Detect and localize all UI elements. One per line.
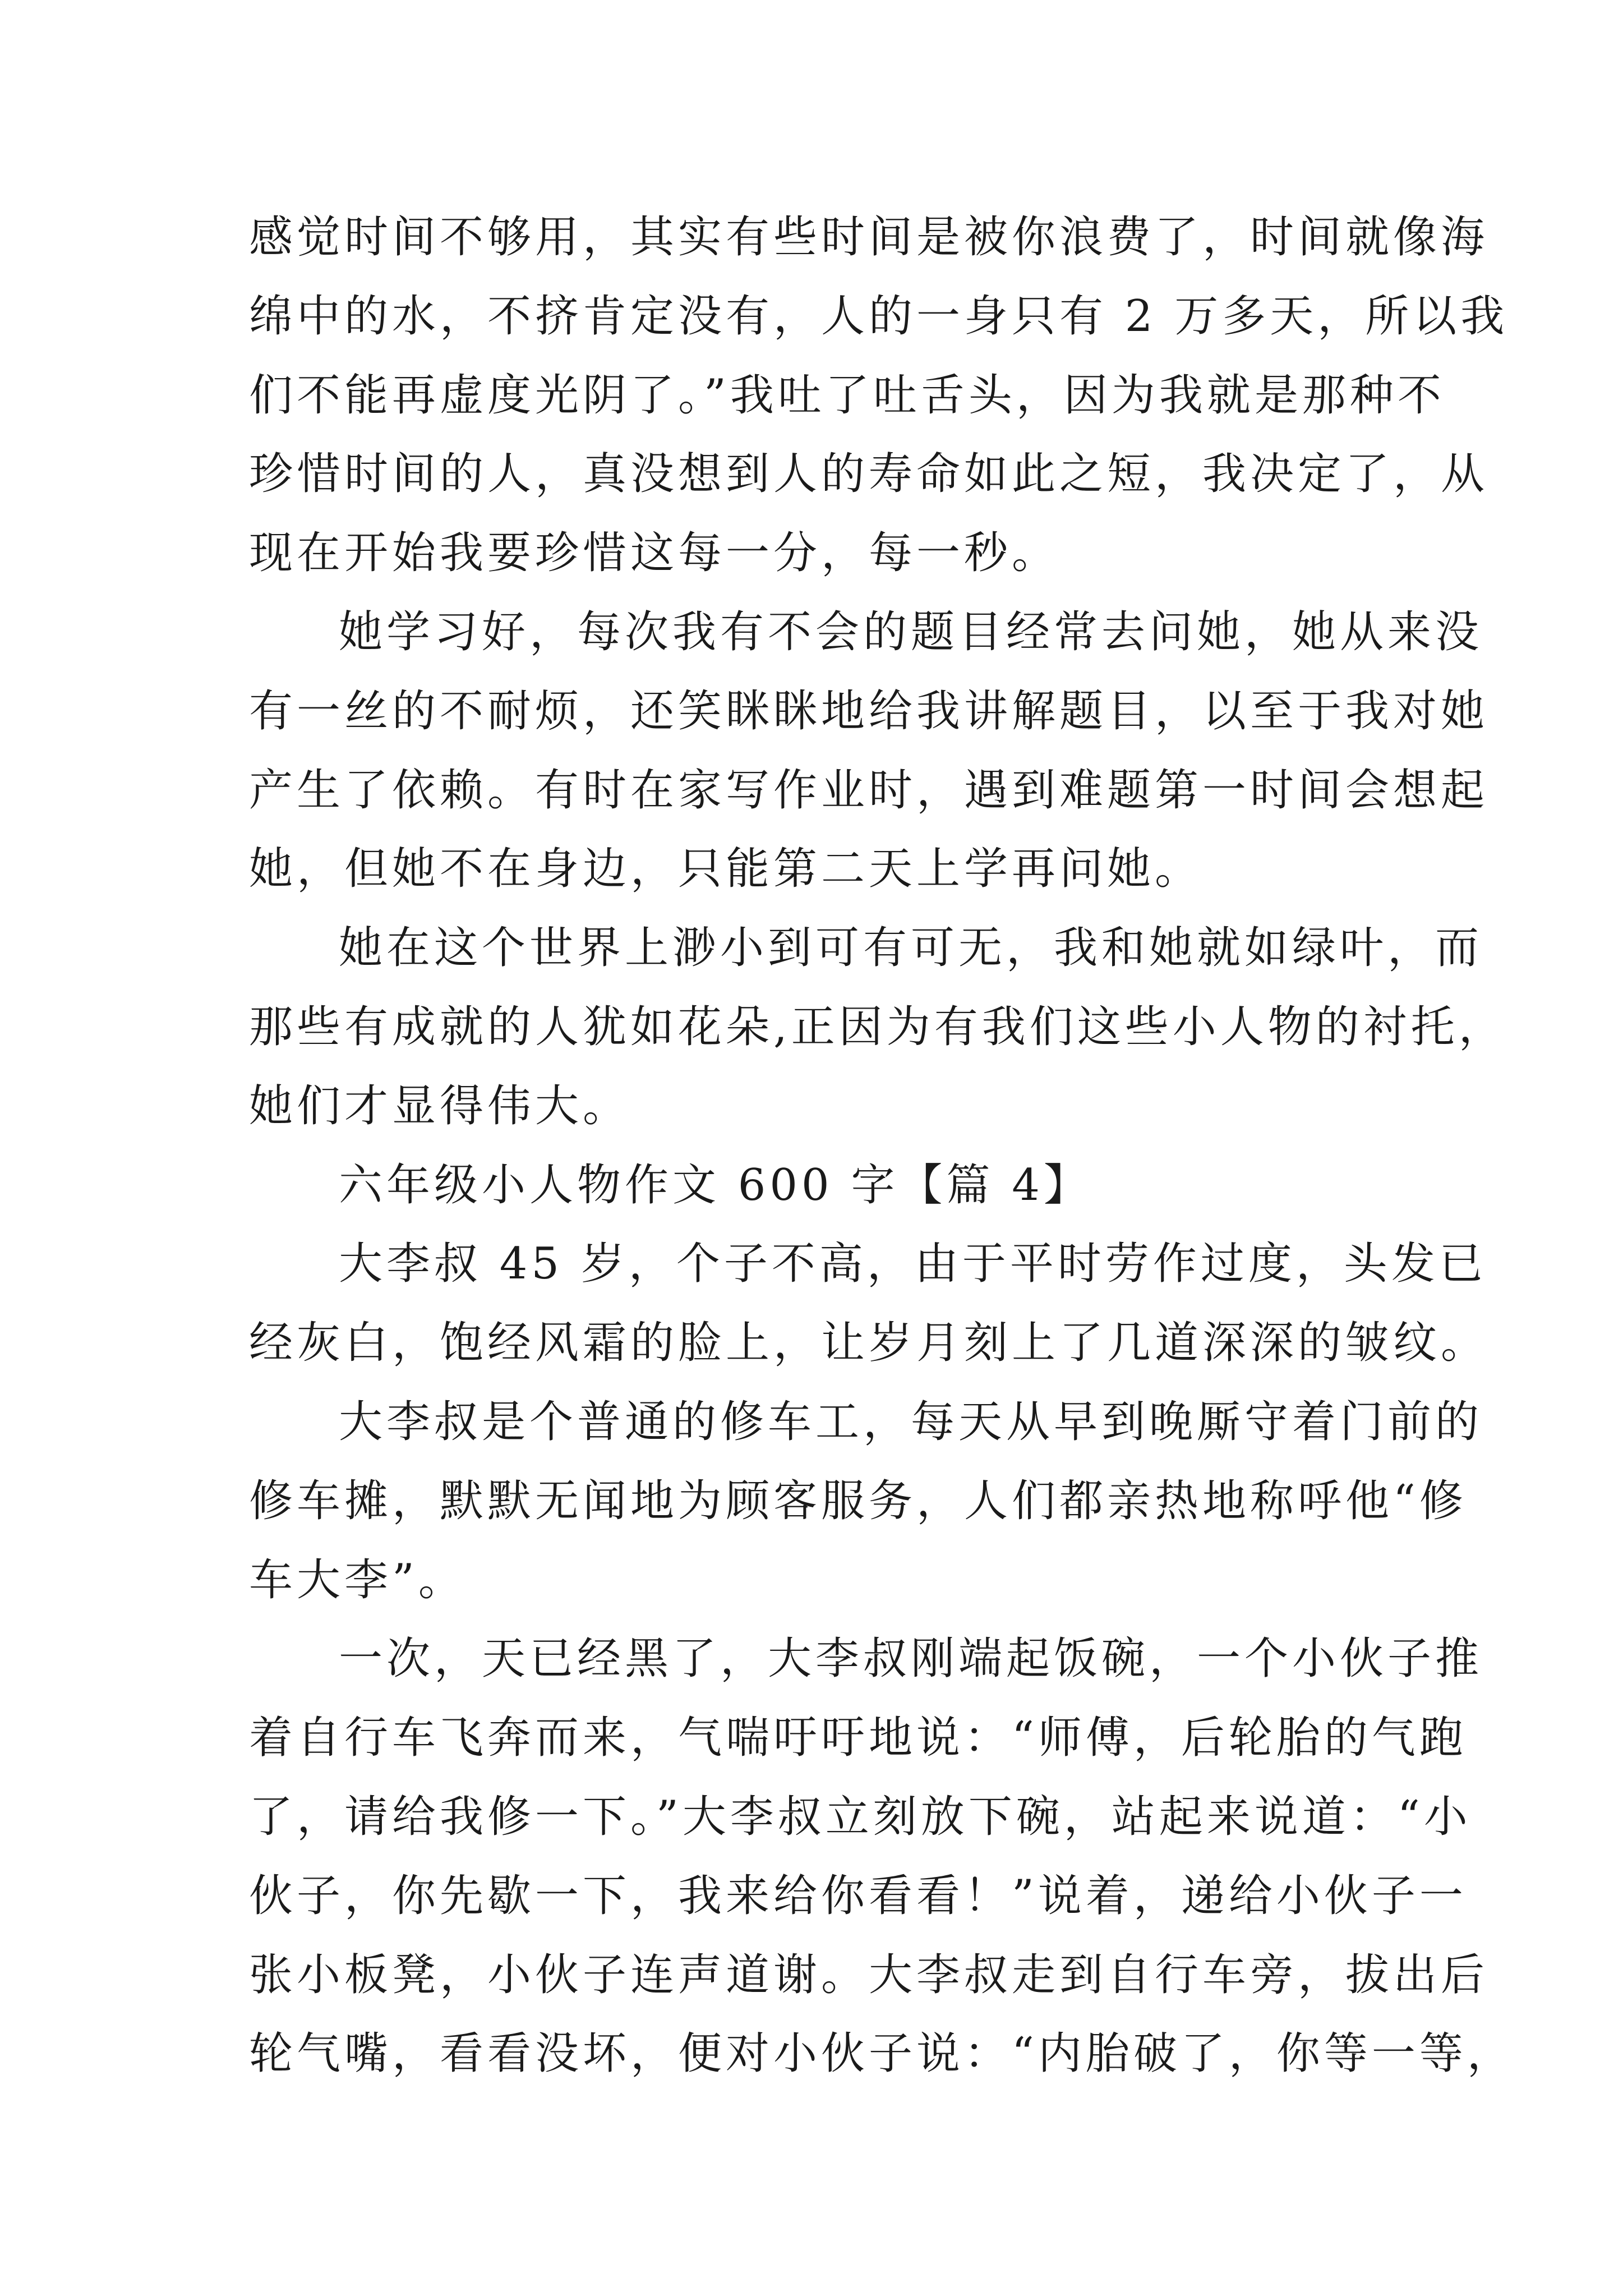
text-line: 感觉时间不够用，其实有些时间是被你浪费了，时间就像海 bbox=[249, 212, 1489, 263]
text-line: 了，请给我修一下。”大李叔立刻放下碗，站起来说道：“小 bbox=[249, 1791, 1472, 1842]
text-line: 珍惜时间的人，真没想到人的寿命如此之短，我决定了，从 bbox=[249, 449, 1489, 500]
text-line: 绵中的水，不挤肯定没有，人的一身只有 2 万多天，所以我 bbox=[249, 291, 1509, 342]
text-line: 一次，天已经黑了，大李叔刚端起饭碗，一个小伙子推 bbox=[339, 1634, 1483, 1685]
text-line: 她在这个世界上渺小到可有可无，我和她就如绿叶，而 bbox=[339, 923, 1483, 974]
heading-text: 六年级小人物作文 600 字【篇 4】 bbox=[339, 1159, 1091, 1211]
text-line: 车大李”。 bbox=[249, 1554, 466, 1605]
text-line: 张小板凳，小伙子连声道谢。大李叔走到自行车旁，拔出后 bbox=[249, 1949, 1489, 2000]
text-line: 大李叔 45 岁，个子不高，由于平时劳作过度，头发已 bbox=[339, 1239, 1487, 1290]
text-line: 产生了依赖。有时在家写作业时，遇到难题第一时间会想起 bbox=[249, 765, 1489, 816]
text-line: 着自行车飞奔而来，气喘吁吁地说：“师傅，后轮胎的气跑 bbox=[249, 1713, 1467, 1764]
text-line: 她们才显得伟大。 bbox=[249, 1080, 631, 1131]
paragraph-3 bbox=[249, 909, 1506, 1145]
essay-body bbox=[249, 198, 1515, 2093]
text-line: 现在开始我要珍惜这每一分，每一秒。 bbox=[249, 528, 1060, 579]
text-line: 经灰白，饱经风霜的脸上，让岁月刻上了几道深深的皱纹。 bbox=[249, 1318, 1489, 1369]
text-line: 伙子，你先歇一下，我来给你看看！”说着，递给小伙子一 bbox=[249, 1870, 1467, 1921]
text-line: 修车摊，默默无闻地为顾客服务，人们都亲热地称呼他“修 bbox=[249, 1475, 1467, 1526]
paragraph-5 bbox=[249, 1383, 1483, 1619]
paragraph-1 bbox=[249, 198, 1509, 593]
paragraph-2 bbox=[249, 593, 1489, 909]
text-line: 大李叔是个普通的修车工，每天从早到晚厮守着门前的 bbox=[339, 1396, 1483, 1447]
text-line: 们不能再虚度光阴了。”我吐了吐舌头，因为我就是那种不 bbox=[249, 370, 1445, 421]
text-line: 她学习好，每次我有不会的题目经常去问她，她从来没 bbox=[339, 606, 1483, 657]
text-line: 那些有成就的人犹如花朵,正因为有我们这些小人物的衬托， bbox=[249, 1001, 1506, 1052]
text-line: 轮气嘴，看看没坏，便对小伙子说：“内胎破了，你等一等， bbox=[249, 2028, 1515, 2079]
paragraph-6 bbox=[249, 1619, 1515, 2093]
section-heading bbox=[249, 1146, 1387, 1225]
text-line: 她，但她不在身边，只能第二天上学再问她。 bbox=[249, 844, 1203, 895]
paragraph-4 bbox=[249, 1225, 1489, 1383]
text-line: 有一丝的不耐烦，还笑眯眯地给我讲解题目，以至于我对她 bbox=[249, 685, 1489, 737]
